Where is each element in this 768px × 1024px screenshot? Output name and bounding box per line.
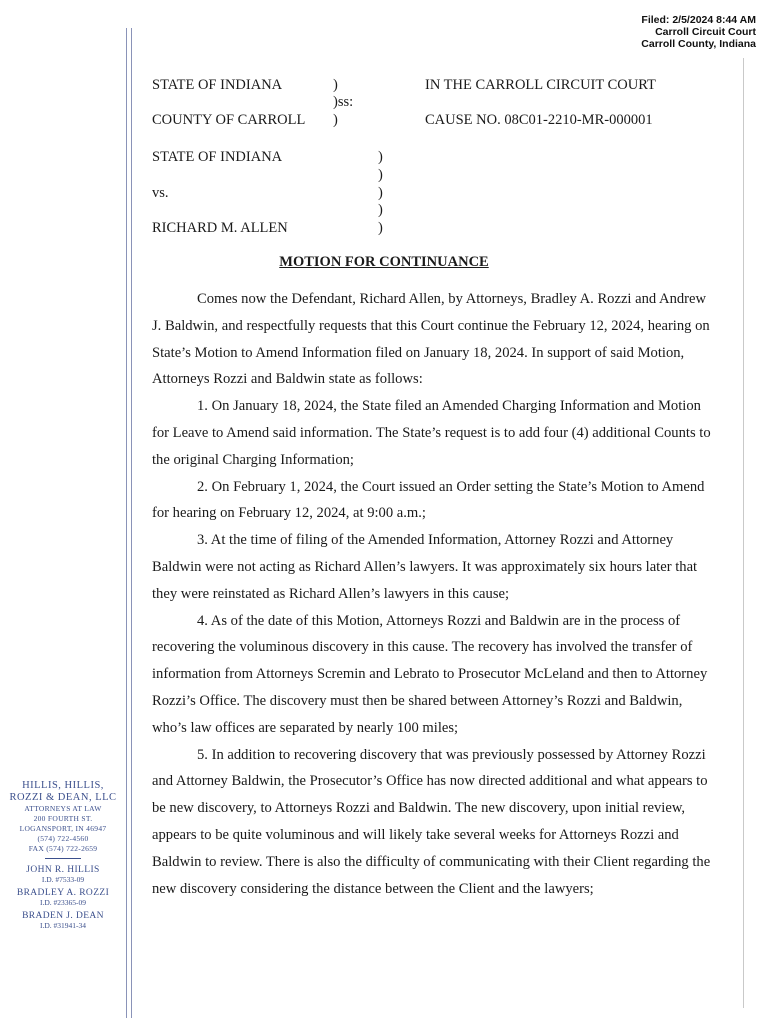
attorney-id: I.D. #23365-09	[39, 898, 87, 907]
attorney-name: BRADLEY A. ROZZI	[16, 888, 110, 898]
firm-letterhead	[4, 780, 122, 930]
numbered-paragraph-5: 5. In addition to recovering discovery that was previously possessed by Attorney Rozzi and Attorney Baldwin, the Prosecutor’s Office has now directed additional and what appears to be new discovery, to Attorneys Rozzi and Baldwin. The new discovery, upon initial review, appears to be quite voluminous and will likely take several weeks for Attorneys Rozzi and Baldwin to review. There is also the difficulty of communicating with their Client regarding the new discovery considering the distance between the Client and the lawyers;	[152, 746, 711, 897]
firm-fax: FAX (574) 722-2659	[28, 844, 98, 853]
caption-plaintiff: STATE OF INDIANA	[152, 149, 283, 165]
attorney-id: I.D. #31941-34	[39, 921, 87, 930]
firm-name-line-1: HILLIS, HILLIS,	[22, 780, 104, 791]
firm-attorneys-label: ATTORNEYS AT LAW	[24, 804, 102, 813]
motion-body	[152, 286, 712, 902]
caption-ss: )ss:	[333, 94, 354, 110]
caption-cause-number: CAUSE NO. 08C01-2210-MR-000001	[425, 112, 653, 128]
filed-county: Carroll County, Indiana	[641, 38, 756, 50]
firm-street: 200 FOURTH ST.	[33, 814, 93, 823]
caption-paren: )	[378, 220, 383, 236]
caption-paren: )	[333, 77, 338, 93]
caption-state: STATE OF INDIANA	[152, 77, 283, 93]
page-edge-rule	[743, 58, 744, 1008]
caption-paren: )	[333, 112, 338, 128]
caption-paren: )	[378, 202, 383, 218]
caption-county: COUNTY OF CARROLL	[152, 112, 306, 128]
numbered-paragraph-4: 4. As of the date of this Motion, Attorneys Rozzi and Baldwin are in the process of recovering the voluminous discovery in this cause. The recovery has involved the transfer of information from Attorneys Scremin and Lebrato to Prosecutor McLeland and then to Attorney Rozzi’s Office. The discovery must then be shared between Attorney’s Rozzi and Baldwin, who’s law offices are separated by nearly 100 miles;	[152, 612, 708, 736]
firm-phone: (574) 722-4560	[37, 834, 89, 843]
filed-date: Filed: 2/5/2024 8:44 AM	[641, 14, 756, 26]
margin-rule-left	[126, 28, 127, 1018]
caption-paren: )	[378, 167, 383, 183]
caption-paren: )	[378, 149, 383, 165]
caption-paren: )	[378, 185, 383, 201]
numbered-paragraph-3: 3. At the time of filing of the Amended Information, Attorney Rozzi and Attorney Baldwin were not acting as Richard Allen’s lawyers. It was approximately six hours later that they were reinstated as Richard Allen’s lawyers in this cause;	[152, 532, 698, 602]
numbered-paragraph-1: 1. On January 18, 2024, the State filed an Amended Charging Information and Motion for Leave to Amend said information. The State’s request is to add four (4) additional Counts to the original Charging Information;	[152, 398, 711, 468]
document-title: MOTION FOR CONTINUANCE	[279, 254, 489, 270]
margin-rule-right	[131, 28, 132, 1018]
caption-vs: vs.	[152, 185, 169, 201]
attorney-id: I.D. #7533-09	[41, 875, 85, 884]
caption-court: IN THE CARROLL CIRCUIT COURT	[425, 77, 656, 93]
firm-city: LOGANSPORT, IN 46947	[19, 824, 107, 833]
letterhead-divider	[45, 858, 81, 859]
intro-paragraph: Comes now the Defendant, Richard Allen, by Attorneys, Bradley A. Rozzi and Andrew J. Baldwin, and respectfully requests that this Court continue the February 12, 2024, hearing on State’s Motion to Amend Information filed on January 18, 2024. In support of said Motion, Attorneys Rozzi and Baldwin state as follows:	[152, 291, 710, 388]
file-stamp	[641, 14, 756, 50]
numbered-paragraph-2: 2. On February 1, 2024, the Court issued an Order setting the State’s Motion to Amend for hearing on February 12, 2024, at 9:00 a.m.;	[152, 478, 705, 522]
firm-name-line-2: ROZZI & DEAN, LLC	[9, 792, 117, 803]
attorney-name: BRADEN J. DEAN	[22, 911, 104, 921]
filed-court: Carroll Circuit Court	[655, 26, 756, 38]
caption-defendant: RICHARD M. ALLEN	[152, 220, 288, 236]
attorney-name: JOHN R. HILLIS	[26, 865, 100, 875]
